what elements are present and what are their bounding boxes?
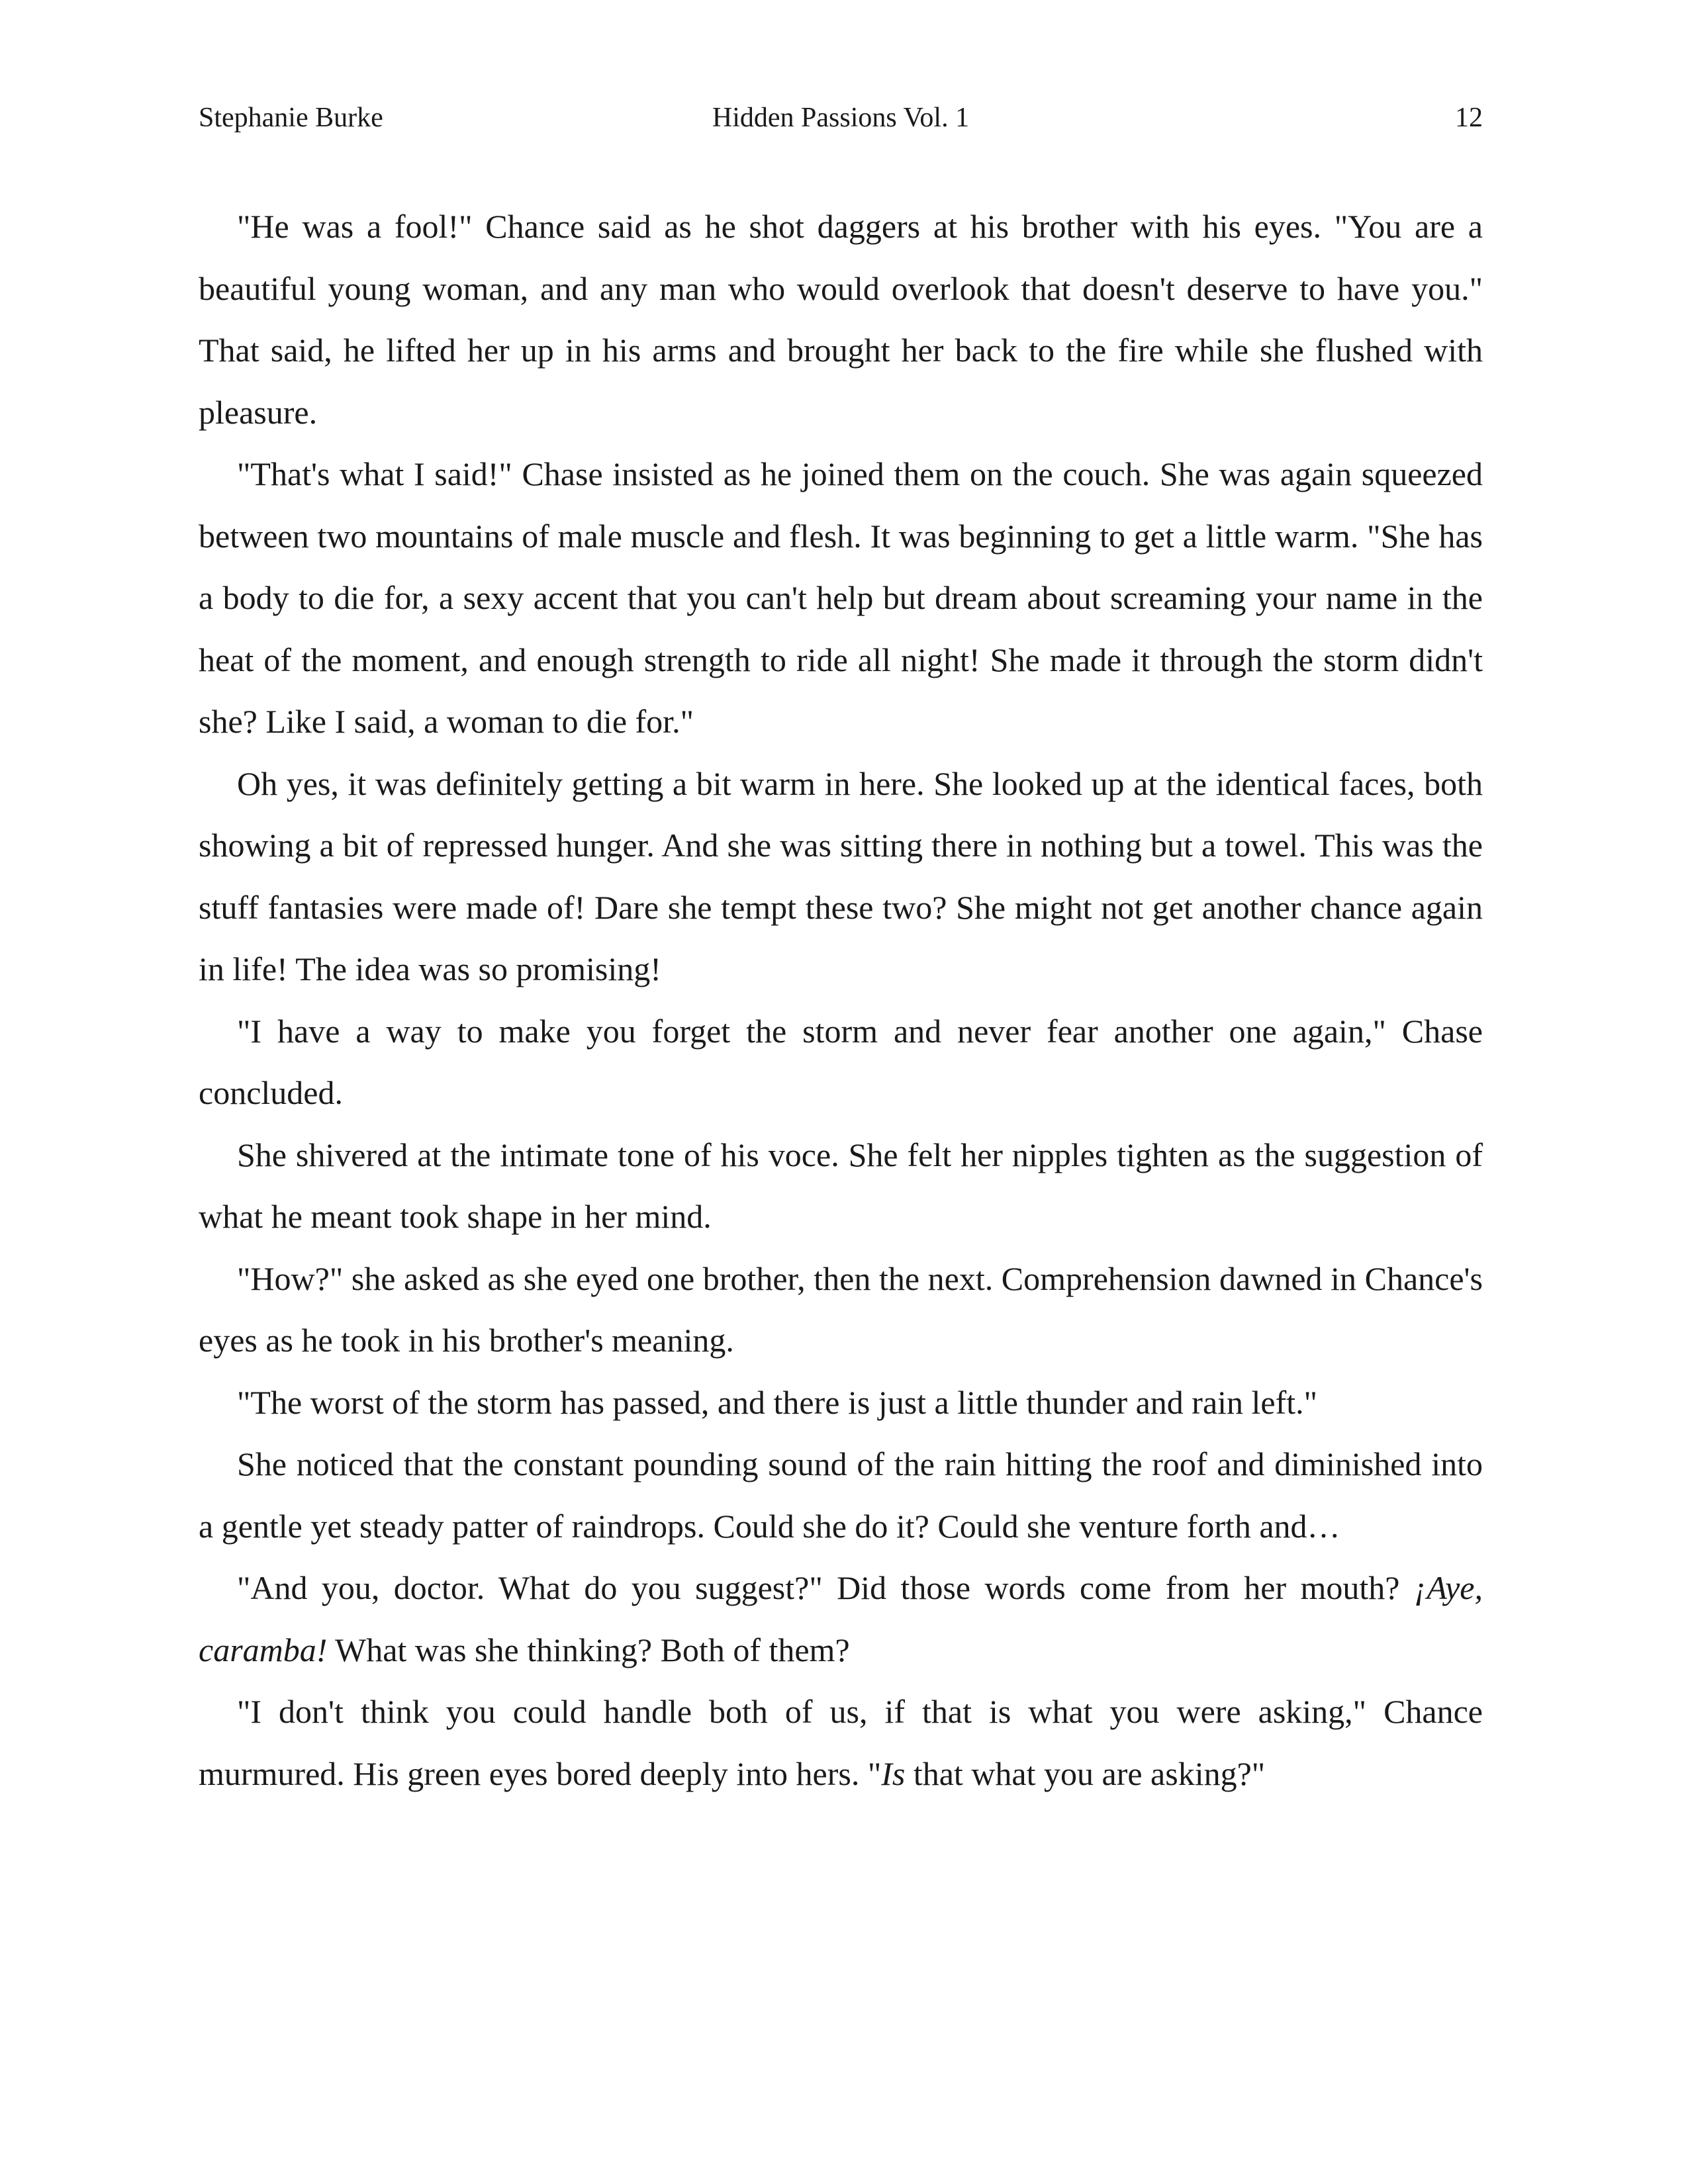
paragraph: "I have a way to make you forget the storm and never fear another one again," Chase concluded. [199,1012,1483,1111]
paragraph: She shivered at the intimate tone of his voce. She felt her nipples tighten as the suggestion of what he meant took shape in her mind. [199,1136,1483,1235]
paragraph: "The worst of the storm has passed, and there is just a little thunder and rain left." [237,1383,1318,1421]
paragraph: "How?" she asked as she eyed one brother, then the next. Comprehension dawned in Chance's eyes as he took in his brother's meaning. [199,1259,1483,1359]
body-text [199,196,1483,1805]
paragraph-text: What was she thinking? Both of them? [327,1631,850,1668]
paragraph: "That's what I said!" Chase insisted as he joined them on the couch. She was again squeezed between two mountains of male muscle and flesh. It was beginning to get a little warm. "She has a body to die for, a sexy accent that you can't help but dream about screaming your name in the heat of the moment, and enough strength to ride all night! She made it through the storm didn't she? Like I said, a woman to die for." [199,455,1483,740]
paragraph [199,1557,1483,1681]
paragraph-text: "And you, doctor. What do you suggest?" Did those words come from her mouth? [237,1569,1414,1606]
running-header [199,98,1483,138]
italic-emphasis: Is [881,1754,906,1792]
header-author: Stephanie Burke [199,103,383,133]
paragraph: She noticed that the constant pounding sound of the rain hitting the roof and diminished into a gentle yet steady patter of raindrops. Could she do it? Could she venture forth and… [199,1445,1483,1545]
paragraph: Oh yes, it was definitely getting a bit warm in here. She looked up at the identical faces, both showing a bit of repressed hunger. And she was sitting there in nothing but a towel. This was the stuff fantasies were made of! Dare she tempt these two? She might not get another chance again in life! The idea was so promising! [199,764,1483,987]
paragraph-text: "I don't think you could handle both of us, if that is what you were asking," Chance murmured. His green eyes bored deeply into hers. " [199,1693,1483,1792]
paragraph-text: that what you are asking?" [905,1754,1266,1792]
paragraph: "He was a fool!" Chance said as he shot daggers at his brother with his eyes. "You are a beautiful young woman, and any man who would overlook that doesn't deserve to have you." That said, he lifted her up in his arms and brought her back to the fire while she flushed with pleasure. [199,208,1483,431]
header-book-title: Hidden Passions Vol. 1 [712,103,970,133]
header-page-number: 12 [1455,103,1483,133]
italic-exclamation: ¡Aye, caramba! [199,1569,1483,1668]
paragraph [199,1681,1483,1805]
